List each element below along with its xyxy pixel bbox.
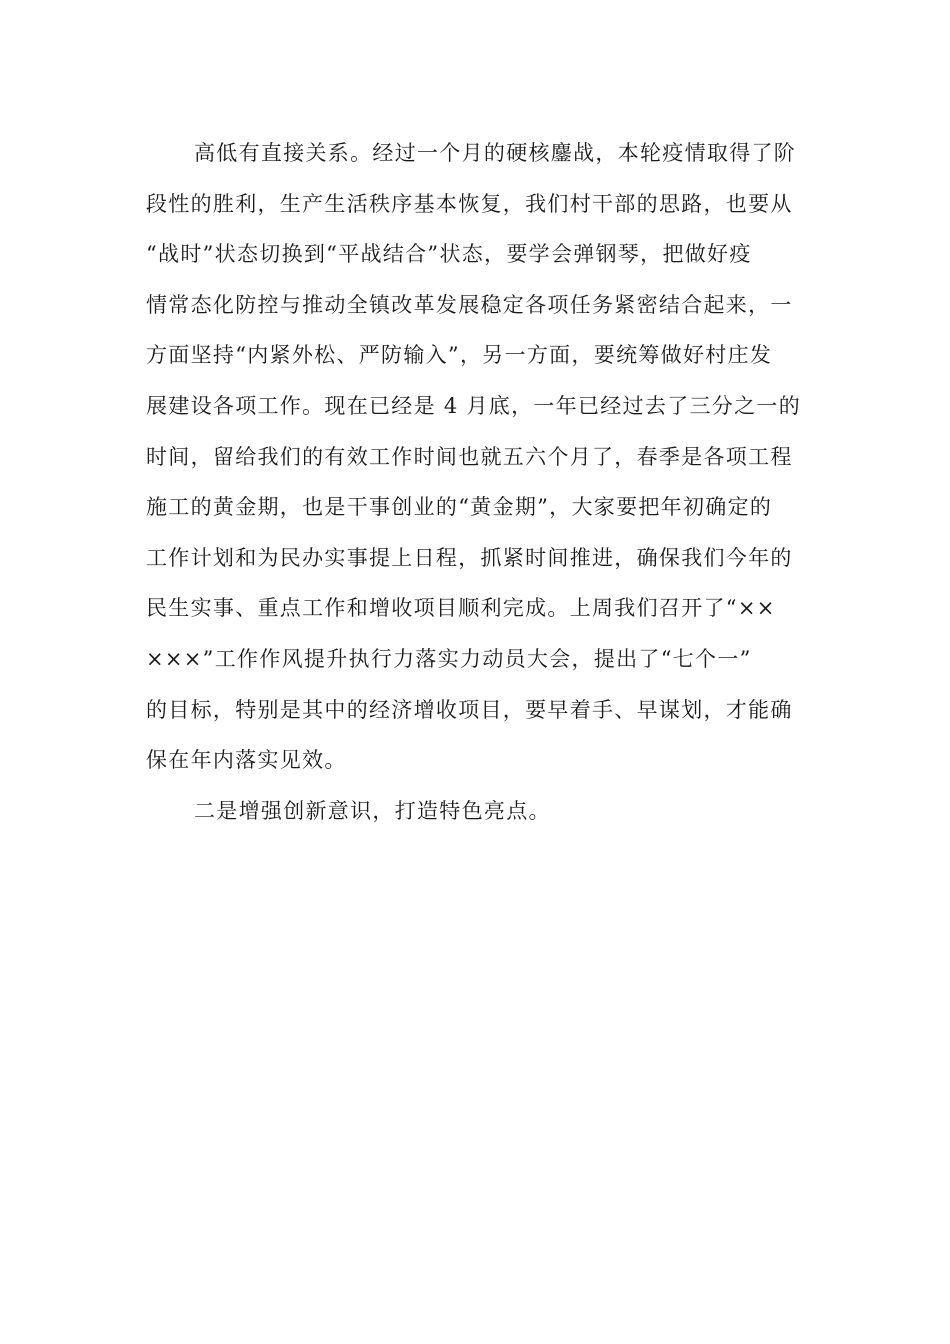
text-line: 二是增强创新意识，打造特色亮点。 <box>194 798 551 823</box>
text-line: 段性的胜利，生产生活秩序基本恢复，我们村干部的思路，也要从 <box>146 191 793 216</box>
text-line: 的目标，特别是其中的经济增收项目，要早着手、早谋划，才能确 <box>146 697 793 722</box>
document-body <box>146 128 802 836</box>
text-line: 工作计划和为民办实事提上日程，抓紧时间推进，确保我们今年的 <box>146 545 793 570</box>
text-line: ×××”工作作风提升执行力落实力动员大会，提出了“七个一” <box>146 646 752 671</box>
text-line: 展建设各项工作。现在已经是 4 月底，一年已经过去了三分之一的 <box>146 393 802 418</box>
text-line: 民生实事、重点工作和增收项目顺利完成。上周我们召开了“×× <box>146 596 776 621</box>
text-line: 时间，留给我们的有效工作时间也就五六个月了，春季是各项工程 <box>146 444 793 469</box>
text-line: “战时”状态切换到“平战结合”状态，要学会弹钢琴，把做好疫 <box>146 242 752 267</box>
text-line: 施工的黄金期，也是干事创业的“黄金期”，大家要把年初确定的 <box>146 495 773 520</box>
text-line: 情常态化防控与推动全镇改革发展稳定各项任务紧密结合起来，一 <box>146 292 793 317</box>
text-line: 高低有直接关系。经过一个月的硬核鏖战，本轮疫情取得了阶 <box>194 141 797 165</box>
text-line: 方面坚持“内紧外松、严防输入”，另一方面，要统筹做好村庄发 <box>146 343 773 368</box>
paragraph-2 <box>146 786 792 837</box>
paragraph-1 <box>146 128 802 786</box>
text-line: 保在年内落实见效。 <box>146 748 347 773</box>
